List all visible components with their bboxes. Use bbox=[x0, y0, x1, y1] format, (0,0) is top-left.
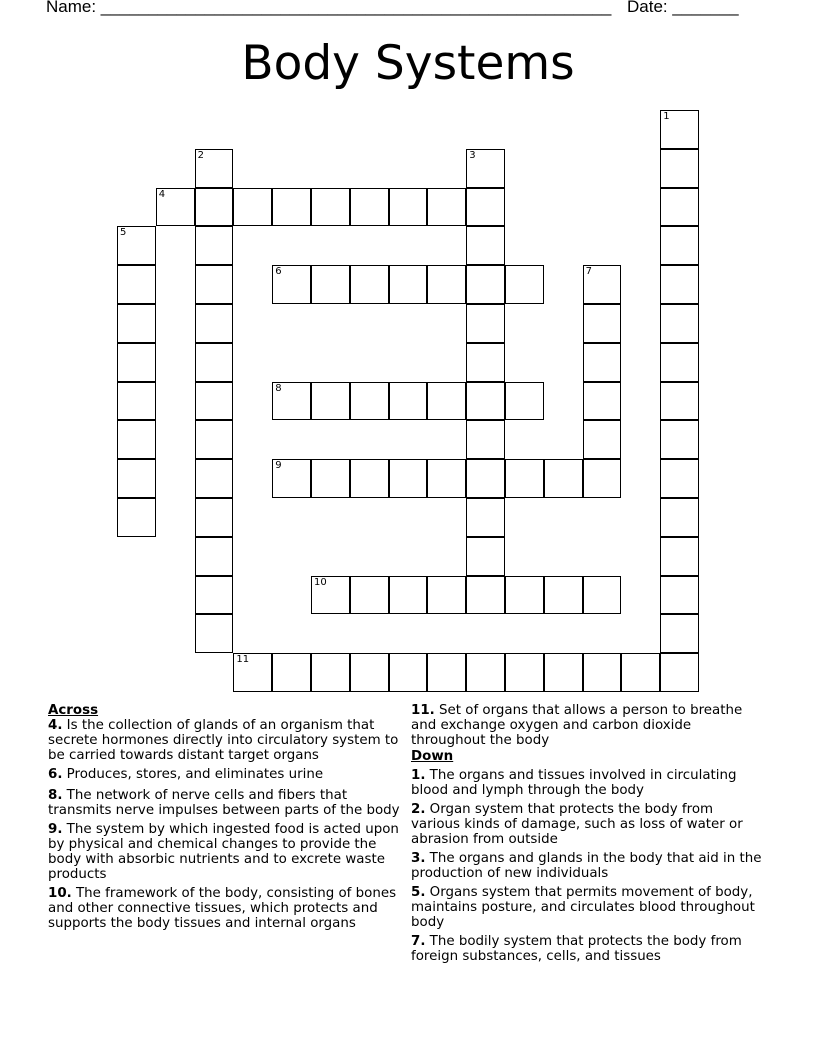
crossword-cell[interactable] bbox=[466, 537, 505, 576]
crossword-cell[interactable] bbox=[350, 653, 389, 692]
crossword-cell[interactable] bbox=[505, 265, 544, 304]
crossword-cell[interactable] bbox=[660, 459, 699, 498]
crossword-cell[interactable] bbox=[583, 304, 622, 343]
clue-text: Produces, stores, and eliminates urine bbox=[66, 767, 324, 782]
crossword-cell[interactable] bbox=[583, 459, 622, 498]
crossword-cell[interactable] bbox=[389, 265, 428, 304]
cell-number: 10 bbox=[314, 576, 327, 588]
clue-number: 9. bbox=[48, 822, 63, 837]
clue-number: 1. bbox=[411, 768, 426, 783]
crossword-cell[interactable] bbox=[660, 498, 699, 537]
crossword-cell[interactable] bbox=[660, 149, 699, 188]
cell-number: 2 bbox=[197, 149, 204, 161]
crossword-cell[interactable] bbox=[311, 382, 350, 421]
crossword-cell[interactable] bbox=[117, 265, 156, 304]
crossword-cell[interactable] bbox=[350, 188, 389, 227]
clue-number: 2. bbox=[411, 802, 426, 817]
clue-number: 5. bbox=[411, 885, 426, 900]
clues-right-column bbox=[411, 703, 763, 968]
clue-text: The network of nerve cells and fibers that transmits nerve impulses between parts of the body bbox=[48, 788, 400, 818]
crossword-cell[interactable] bbox=[583, 265, 622, 304]
crossword-cell[interactable] bbox=[660, 188, 699, 227]
crossword-cell[interactable] bbox=[466, 343, 505, 382]
clue-down-5 bbox=[411, 885, 763, 930]
clue-number: 3. bbox=[411, 851, 426, 866]
down-heading: Down bbox=[411, 749, 454, 764]
crossword-cell[interactable] bbox=[505, 382, 544, 421]
crossword-cell[interactable] bbox=[389, 576, 428, 615]
crossword-cell[interactable] bbox=[233, 653, 272, 692]
crossword-cell[interactable] bbox=[233, 188, 272, 227]
crossword-cell[interactable] bbox=[466, 149, 505, 188]
crossword-cell[interactable] bbox=[195, 576, 234, 615]
crossword-cell[interactable] bbox=[195, 420, 234, 459]
crossword-cell[interactable] bbox=[466, 498, 505, 537]
clue-text: The bodily system that protects the body from foreign substances, cells, and tissues bbox=[411, 934, 742, 964]
cell-number: 5 bbox=[120, 227, 127, 239]
crossword-cell[interactable] bbox=[389, 382, 428, 421]
crossword-cell[interactable] bbox=[195, 149, 234, 188]
clue-text: Is the collection of glands of an organism that secrete hormones directly into circulatory system to be carried towards distant target organs bbox=[48, 718, 399, 763]
crossword-cell[interactable] bbox=[311, 265, 350, 304]
crossword-cell[interactable] bbox=[389, 653, 428, 692]
crossword-cell[interactable] bbox=[272, 382, 311, 421]
crossword-cell[interactable] bbox=[156, 188, 195, 227]
crossword-cell[interactable] bbox=[583, 576, 622, 615]
crossword-cell[interactable] bbox=[660, 304, 699, 343]
crossword-cell[interactable] bbox=[466, 459, 505, 498]
crossword-cell[interactable] bbox=[311, 653, 350, 692]
cell-number: 3 bbox=[469, 149, 476, 161]
clues-left-column bbox=[48, 703, 403, 935]
clue-across-9 bbox=[48, 822, 403, 882]
crossword-cell[interactable] bbox=[505, 653, 544, 692]
crossword-cell[interactable] bbox=[505, 576, 544, 615]
crossword-cell[interactable] bbox=[350, 576, 389, 615]
crossword-cell[interactable] bbox=[117, 226, 156, 265]
crossword-cell[interactable] bbox=[583, 343, 622, 382]
clue-down-7 bbox=[411, 934, 763, 964]
crossword-cell[interactable] bbox=[660, 537, 699, 576]
crossword-cell[interactable] bbox=[427, 576, 466, 615]
clue-number: 7. bbox=[411, 934, 426, 949]
clue-number: 8. bbox=[48, 788, 63, 803]
clue-down-1 bbox=[411, 768, 763, 798]
crossword-cell[interactable] bbox=[427, 382, 466, 421]
crossword-cell[interactable] bbox=[117, 459, 156, 498]
cell-number: 6 bbox=[275, 266, 282, 278]
crossword-cell[interactable] bbox=[621, 653, 660, 692]
crossword-cell[interactable] bbox=[544, 459, 583, 498]
crossword-cell[interactable] bbox=[466, 420, 505, 459]
crossword-cell[interactable] bbox=[311, 576, 350, 615]
cell-number: 8 bbox=[275, 382, 282, 394]
clue-text: The system by which ingested food is acted upon by physical and chemical changes to provide the body with absorbic nutrients and to excrete waste products bbox=[48, 822, 399, 882]
crossword-cell[interactable] bbox=[466, 304, 505, 343]
cell-number: 1 bbox=[663, 111, 670, 122]
crossword-cell[interactable] bbox=[195, 537, 234, 576]
clue-text: Set of organs that allows a person to breathe and exchange oxygen and carbon dioxide throughout the body bbox=[411, 703, 743, 748]
crossword-cell[interactable] bbox=[660, 265, 699, 304]
cell-number: 9 bbox=[275, 460, 282, 472]
crossword-cell[interactable] bbox=[660, 110, 699, 149]
crossword-cell[interactable] bbox=[195, 614, 234, 653]
crossword-cell[interactable] bbox=[427, 188, 466, 227]
crossword-cell[interactable] bbox=[272, 188, 311, 227]
crossword-cell[interactable] bbox=[466, 382, 505, 421]
crossword-cell[interactable] bbox=[195, 226, 234, 265]
page-title: Body Systems bbox=[241, 36, 575, 91]
crossword-cell[interactable] bbox=[272, 459, 311, 498]
crossword-cell[interactable] bbox=[117, 382, 156, 421]
crossword-cell[interactable] bbox=[466, 226, 505, 265]
crossword-cell[interactable] bbox=[466, 653, 505, 692]
clue-text: The organs and glands in the body that aid in the production of new individuals bbox=[411, 851, 762, 881]
crossword-cell[interactable] bbox=[583, 382, 622, 421]
clue-number: 11. bbox=[411, 703, 435, 718]
clue-text: Organ system that protects the body from various kinds of damage, such as loss of water or abrasion from outside bbox=[411, 802, 743, 847]
crossword-cell[interactable] bbox=[311, 188, 350, 227]
clue-number: 10. bbox=[48, 886, 72, 901]
clue-down-2 bbox=[411, 802, 763, 847]
crossword-cell[interactable] bbox=[660, 420, 699, 459]
crossword-cell[interactable] bbox=[660, 614, 699, 653]
crossword-cell[interactable] bbox=[660, 226, 699, 265]
date-field[interactable]: Date: _______ bbox=[627, 0, 739, 16]
crossword-cell[interactable] bbox=[583, 420, 622, 459]
crossword-cell[interactable] bbox=[660, 343, 699, 382]
clue-across-10 bbox=[48, 886, 403, 931]
crossword-cell[interactable] bbox=[660, 653, 699, 692]
crossword-cell[interactable] bbox=[389, 188, 428, 227]
crossword-cell[interactable] bbox=[544, 653, 583, 692]
clue-number: 4. bbox=[48, 718, 63, 733]
clue-text: Organs system that permits movement of body, maintains posture, and circulates blood throughout body bbox=[411, 885, 755, 930]
crossword-cell[interactable] bbox=[350, 265, 389, 304]
crossword-cell[interactable] bbox=[660, 576, 699, 615]
crossword-cell[interactable] bbox=[583, 653, 622, 692]
crossword-cell[interactable] bbox=[466, 576, 505, 615]
clue-across-4 bbox=[48, 718, 403, 763]
crossword-cell[interactable] bbox=[117, 343, 156, 382]
cell-number: 7 bbox=[585, 266, 592, 278]
crossword-cell[interactable] bbox=[466, 188, 505, 227]
crossword-cell[interactable] bbox=[427, 265, 466, 304]
crossword-cell[interactable] bbox=[195, 343, 234, 382]
crossword-cell[interactable] bbox=[195, 304, 234, 343]
crossword-cell[interactable] bbox=[544, 576, 583, 615]
crossword-cell[interactable] bbox=[427, 459, 466, 498]
crossword-cell[interactable] bbox=[195, 188, 234, 227]
clue-across-11 bbox=[411, 703, 763, 748]
crossword-cell[interactable] bbox=[117, 420, 156, 459]
clue-across-8 bbox=[48, 788, 403, 818]
crossword-cell[interactable] bbox=[195, 498, 234, 537]
crossword-cell[interactable] bbox=[195, 459, 234, 498]
crossword-cell[interactable] bbox=[505, 459, 544, 498]
crossword-cell[interactable] bbox=[350, 382, 389, 421]
across-heading: Across bbox=[48, 703, 99, 718]
crossword-cell[interactable] bbox=[195, 265, 234, 304]
crossword-cell[interactable] bbox=[311, 459, 350, 498]
crossword-cell[interactable] bbox=[272, 265, 311, 304]
clue-text: The framework of the body, consisting of bones and other connective tissues, which protects and supports the body tissues and internal organs bbox=[48, 886, 397, 931]
crossword-cell[interactable] bbox=[466, 265, 505, 304]
crossword-cell[interactable] bbox=[195, 382, 234, 421]
crossword-cell[interactable] bbox=[389, 459, 428, 498]
crossword-cell[interactable] bbox=[427, 653, 466, 692]
crossword-cell[interactable] bbox=[117, 498, 156, 537]
clue-down-3 bbox=[411, 851, 763, 881]
crossword-cell[interactable] bbox=[117, 304, 156, 343]
cell-number: 4 bbox=[158, 188, 166, 200]
clue-text: The organs and tissues involved in circulating blood and lymph through the body bbox=[411, 768, 737, 798]
name-field[interactable]: Name: ______________________________________________________ bbox=[46, 0, 612, 16]
crossword-cell[interactable] bbox=[350, 459, 389, 498]
crossword-cell[interactable] bbox=[272, 653, 311, 692]
cell-number: 11 bbox=[236, 654, 250, 666]
clue-across-6 bbox=[48, 767, 403, 782]
clue-number: 6. bbox=[48, 767, 63, 782]
crossword-cell[interactable] bbox=[660, 382, 699, 421]
